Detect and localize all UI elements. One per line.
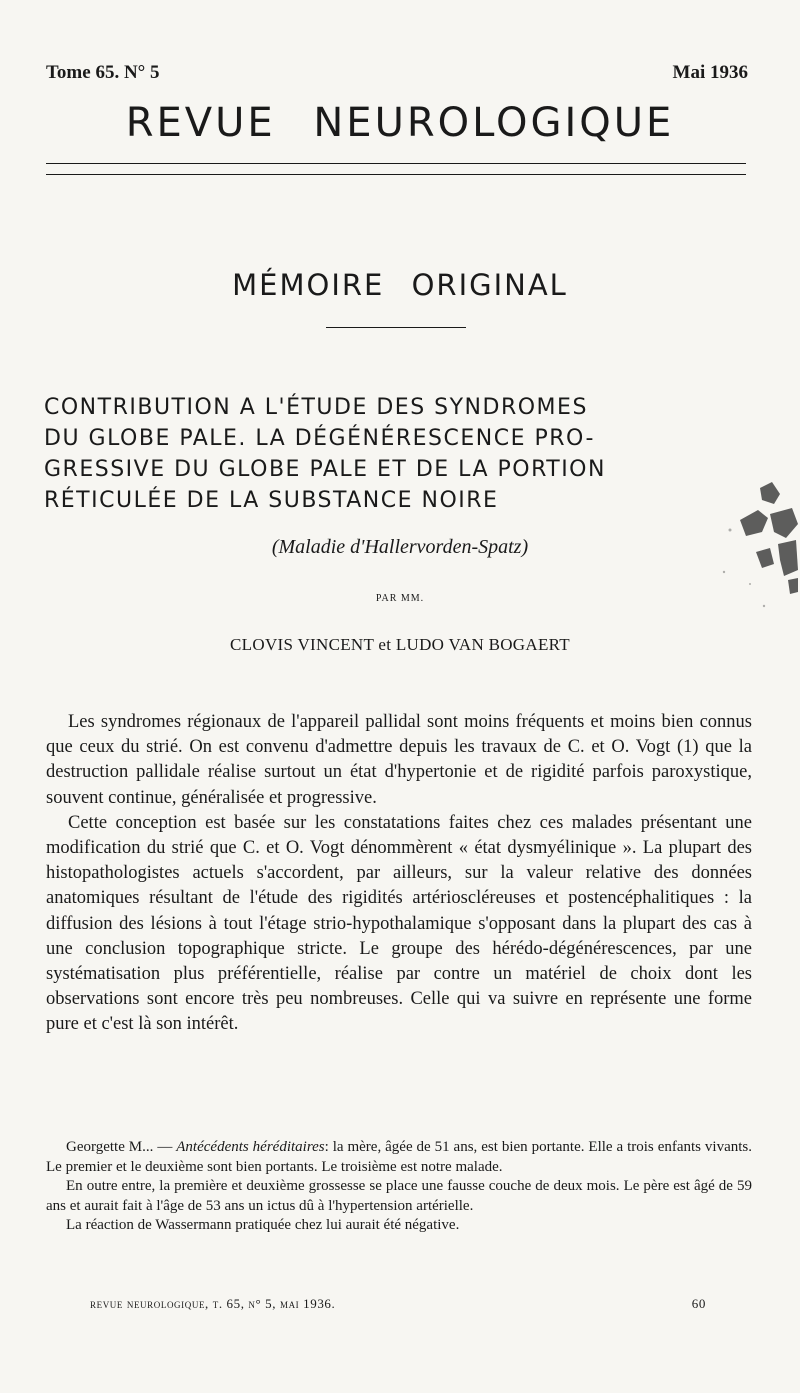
authors: CLOVIS VINCENT et LUDO VAN BOGAERT xyxy=(230,635,570,654)
body-paragraph: Cette conception est basée sur les constatations faites chez ces malades présentant une modification du strié que C. et O. Vogt dénommèrent « état dysmyélinique ». La plupart des histopathologistes actuels s'accordent, par ailleurs, sur la valeur relative des données anatomiques résultant de l'étude des rigidités artérioscléreuses et postencéphalitiques : la diffusion des lésions à tout l'étage strio-hypothalamique s'opposant dans la plupart des cas à une conclusion topographique stricte. Le groupe des hérédo-dégénérescences, par une systématisation plus préférentielle, réalise par contre un matériel de choix dont les observations sont encore très peu nombreuses. Celle qui va suivre en représente une forme pure et c'est là son intérêt. xyxy=(46,812,752,1035)
case-lead: Georgette M... — xyxy=(66,1139,173,1155)
case-paragraph: En outre entre, la première et deuxième grossesse se place une fausse couche de deux mois. Le père est âgé de 59 ans et aurait fait à l'âge de 53 ans un ictus dû à l'hypertension artérielle. xyxy=(46,1178,752,1214)
article-subtitle: (Maladie d'Hallervorden-Spatz) xyxy=(271,536,529,558)
case-paragraph xyxy=(46,1138,752,1177)
header-rule-top xyxy=(46,163,746,164)
article-title-line: RÉTICULÉE DE LA SUBSTANCE NOIRE xyxy=(44,488,499,513)
article-title-line: CONTRIBUTION A L'ÉTUDE DES SYNDROMES xyxy=(44,395,588,420)
issue-date: Mai 1936 xyxy=(672,62,748,83)
page-number: 60 xyxy=(691,1296,706,1311)
header-rule-bottom xyxy=(46,174,746,175)
par-label: PAR MM. xyxy=(375,593,425,604)
running-header xyxy=(46,62,748,88)
case-text: : la mère, âgée de 51 ans, est bien portante. Elle a trois enfants vivants. Le premier et le deuxième sont bien portants. Le troisième est notre malade. xyxy=(46,1139,753,1175)
article-title-line: GRESSIVE DU GLOBE PALE ET DE LA PORTION xyxy=(44,457,606,482)
page-footer xyxy=(90,1296,706,1312)
article-title-line: DU GLOBE PALE. LA DÉGÉNÉRESCENCE PRO- xyxy=(44,426,595,451)
case-heading: Antécédents héréditaires xyxy=(176,1139,325,1155)
journal-title: REVUE NEUROLOGIQUE xyxy=(125,100,675,146)
volume-number: Tome 65. N° 5 xyxy=(46,62,160,83)
footer-citation: revue neurologique, t. 65, n° 5, mai 1936. xyxy=(90,1296,336,1311)
case-report xyxy=(46,1138,752,1236)
body-paragraph: Les syndromes régionaux de l'appareil pallidal sont moins fréquents et moins bien connus que ceux du strié. On est convenu d'admettre depuis les travaux de C. et O. Vogt (1) que la destruction pallidale réalise surtout un état d'hypertonie et de rigidité parfois paroxystique, souvent continue, généralisée et progressive. xyxy=(46,712,752,808)
article-body xyxy=(46,710,752,1038)
section-divider xyxy=(326,327,466,328)
library-stamp-mark xyxy=(700,480,800,610)
case-paragraph: La réaction de Wassermann pratiquée chez lui aurait été négative. xyxy=(66,1217,460,1233)
article-title xyxy=(44,392,760,516)
section-title: MÉMOIRE ORIGINAL xyxy=(232,268,568,302)
